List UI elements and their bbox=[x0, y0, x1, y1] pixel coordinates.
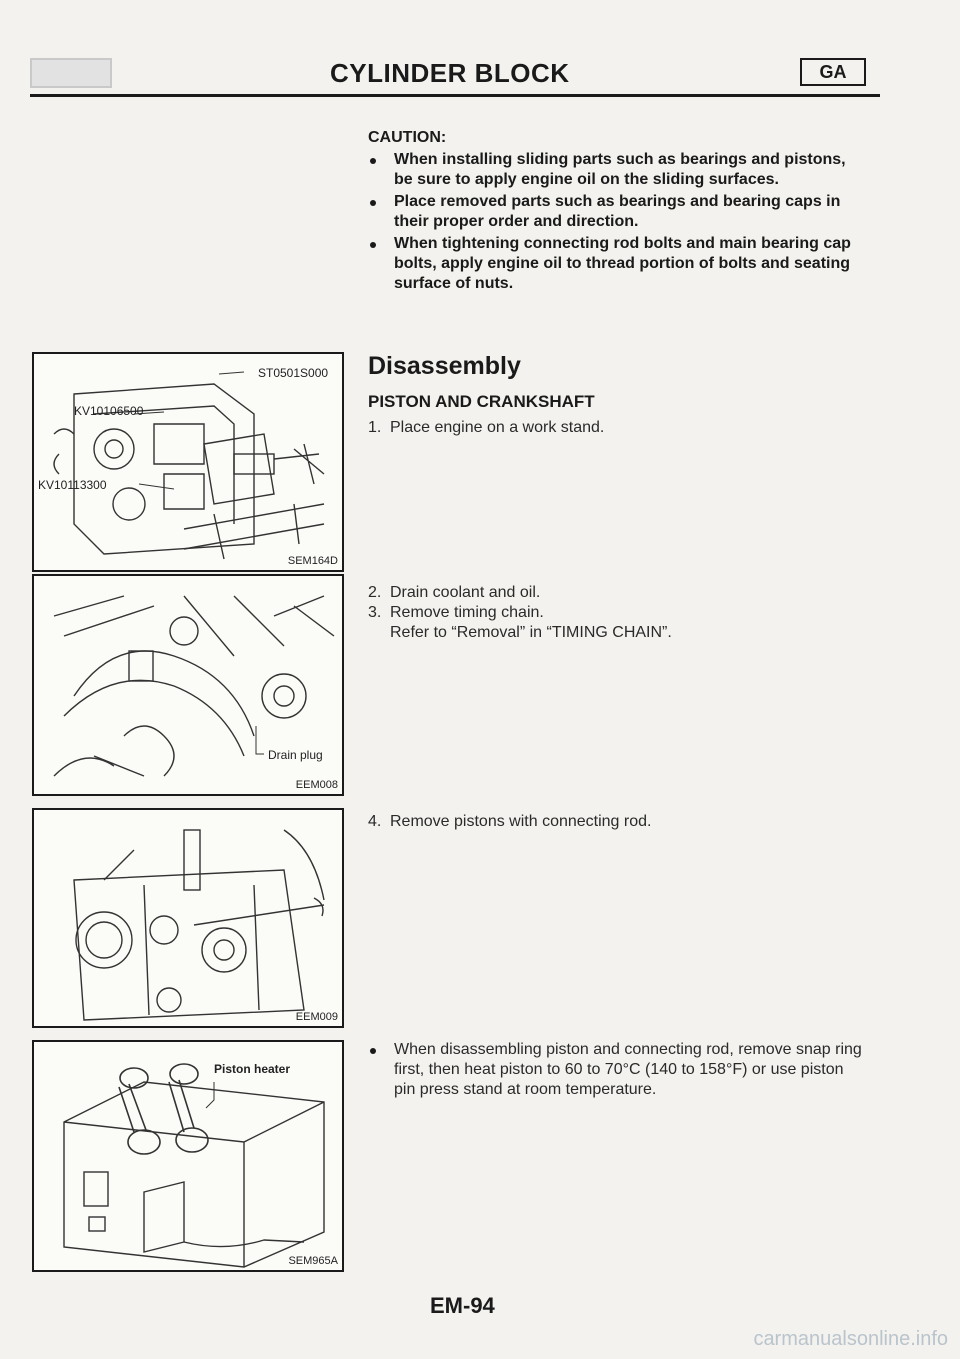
step-4 bbox=[368, 812, 878, 832]
step-text: Remove pistons with connecting rod. bbox=[390, 813, 652, 830]
callout-label: ST0501S000 bbox=[258, 366, 329, 380]
step-2 bbox=[368, 583, 878, 603]
step-number: 4. bbox=[368, 813, 382, 830]
callout-label: KV10113300 bbox=[38, 478, 107, 492]
caution-item: When tightening connecting rod bolts and main bearing cap bolts, apply engine oil to thread portion of bolts and seating surface of nuts. bbox=[368, 234, 868, 294]
figure-code: EEM009 bbox=[295, 1011, 338, 1023]
watermark: carmanualsonline.info bbox=[753, 1328, 948, 1350]
caution-heading: CAUTION: bbox=[368, 129, 447, 146]
header-divider bbox=[30, 94, 880, 97]
section-subtitle: PISTON AND CRANKSHAFT bbox=[368, 392, 595, 411]
step-3 bbox=[368, 603, 878, 643]
step-text: Remove timing chain. bbox=[390, 604, 544, 621]
caution-item: Place removed parts such as bearings and bearing caps in their proper order and direction. bbox=[368, 192, 868, 232]
caution-list bbox=[368, 150, 868, 294]
header-section-box bbox=[30, 58, 112, 88]
callout-label: Drain plug bbox=[268, 748, 323, 762]
piston-heater-illustration bbox=[34, 1042, 342, 1270]
callout-label: KV10106500 bbox=[74, 404, 144, 418]
section-title: Disassembly bbox=[368, 352, 521, 380]
figure-code: EEM008 bbox=[295, 779, 338, 791]
page-title: CYLINDER BLOCK bbox=[330, 58, 570, 88]
callout-label: Piston heater bbox=[214, 1062, 291, 1076]
step-number: 1. bbox=[368, 419, 382, 436]
caution-block bbox=[368, 128, 868, 296]
caution-item: When installing sliding parts such as bearings and pistons, be sure to apply engine oil on the sliding surfaces. bbox=[368, 150, 868, 190]
page-number: EM-94 bbox=[430, 1293, 495, 1318]
figure-piston-removal bbox=[32, 808, 344, 1028]
engine-stand-illustration bbox=[34, 354, 342, 570]
section-badge: GA bbox=[800, 58, 866, 86]
figure-code: SEM965A bbox=[288, 1255, 338, 1267]
step-text: Place engine on a work stand. bbox=[390, 419, 605, 436]
step-subtext: Refer to “Removal” in “TIMING CHAIN”. bbox=[390, 624, 672, 641]
step-text: Drain coolant and oil. bbox=[390, 584, 541, 601]
figure-code: SEM164D bbox=[287, 555, 338, 567]
step-1 bbox=[368, 418, 878, 438]
piston-removal-illustration bbox=[34, 810, 342, 1026]
note-bullet: When disassembling piston and connecting rod, remove snap ring first, then heat piston to 60 to 70°C (140 to 158°F) or use piston pin press stand at room temperature. bbox=[368, 1040, 868, 1100]
step-number: 2. bbox=[368, 584, 382, 601]
figure-piston-heater bbox=[32, 1040, 344, 1272]
figure-drain-plug bbox=[32, 574, 344, 796]
step-number: 3. bbox=[368, 604, 382, 621]
figure-engine-stand bbox=[32, 352, 344, 572]
